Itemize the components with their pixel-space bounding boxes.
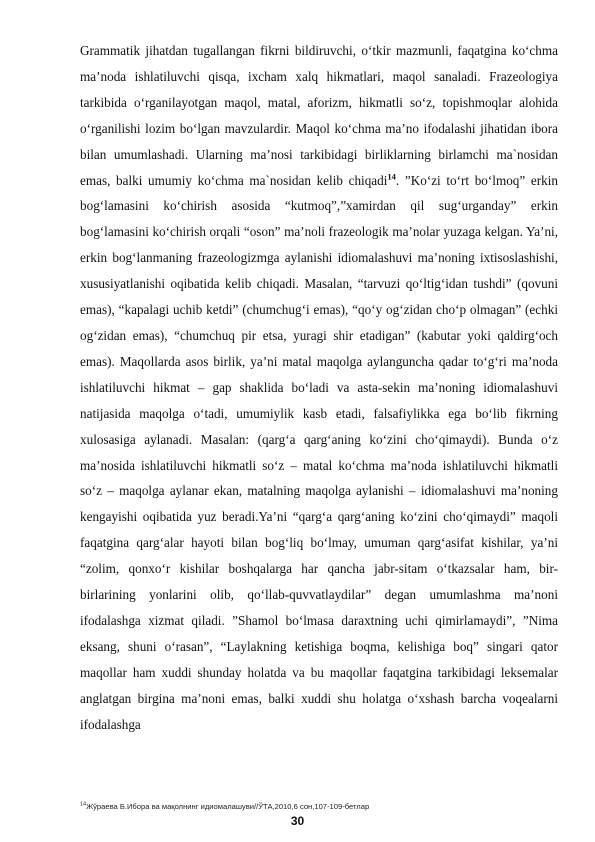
footnote-reference[interactable]: 14 [387, 171, 396, 182]
page-number: 30 [290, 814, 305, 828]
footnote [80, 802, 558, 811]
footnote-text: Жўраева Б.Ибора ва мақолнинг идиомалашуви//ЎТА,2010,6 сон,107-109-бетлар [86, 802, 370, 811]
paragraph-text-part-1: Grammatik jihatdan tugallangan fikrni bildiruvchi, o‘tkir mazmunli, faqatgina ko‘chma ma’noda ishlatiluvchi qisqa, ixcham xalq hikmatlari, maqol sanaladi. Frazeologiya tarkibida o‘rganilayotgan maqol, matal, aforizm, hikmatli so‘z, topishmoqlar alohida o‘rganilishi lozim bo‘lgan mavzulardir. Maqol ko‘chma ma’no ifodalashi jihatidan ibora bilan umumlashadi. Ularning ma’nosi tarkibidagi birliklarning birlamchi ma`nosidan emas, balki umumiy ko‘chma ma`nosidan kelib chiqadi [80, 43, 558, 188]
main-paragraph [80, 38, 558, 737]
paragraph-text-part-2: . ”Ko‘zi to‘rt bo‘lmoq” erkin bog‘lamasini ko‘chirish asosida “kutmoq”,”xamirdan qil sug‘urganday” erkin bog‘lamasini ko‘chirish orqali “oson” ma’noli frazeologik ma’nolar yuzaga kelgan. Ya’ni, erkin bog‘lanmaning frazeologizmga aylanishi idiomalashuvi ma’noning ixtisoslashishi, xususiyatlanishi oqibatida kelib chiqadi. Masalan, “tarvuzi qo‘ltig‘idan tushdi” (qovuni emas), “kapalagi uchib ketdi” (chumchug‘i emas), “qo‘y og‘zidan cho‘p olmagan” (echki og‘zidan emas), “chumchuq pir etsa, yuragi shir etadigan” (kabutar yoki qaldirg‘och emas). Maqollarda asos birlik, ya’ni matal maqolga aylanguncha qadar to‘g‘ri ma’noda ishlatiluvchi hikmat – gap shaklida bo‘ladi va asta-sekin ma’noning idiomalashuvi natijasida maqolga o‘tadi, umumiylik kasb etadi, falsafiylikka ega bo‘lib fikrning xulosasiga aylanadi. Masalan: (qarg‘a qarg‘aning ko‘zini cho‘qimaydi). Bunda o‘z ma’nosida ishlatiluvchi hikmatli so‘z – matal ko‘chma ma’noda ishlatiluvchi hikmatli so‘z – maqolga aylanar ekan, matalning maqolga aylanishi – idiomalashuvi ma’noning kengayishi oqibatida yuz beradi.Ya’ni “qarg‘a qarg‘aning ko‘zini cho‘qimaydi” maqoli faqatgina qarg‘alar hayoti bilan bog‘liq bo‘lmay, umuman qarg‘asifat kishilar, ya’ni “zolim, qonxo‘r kishilar boshqalarga har qancha jabr-sitam o‘tkazsalar ham, bir-birlarining yonlarini olib, qo‘llab-quvvatlaydilar” degan umumlashma ma’noni ifodalashga xizmat qiladi. ”Shamol bo‘lmasa daraxtning uchi qimirlamaydi”, ”Nima eksang, shuni o‘rasan”, “Laylakning ketishiga boqma, kelishiga boq” singari qator maqollar ham xuddi shunday holatda va bu maqollar faqatgina tarkibidagi leksemalar anglatgan birgina ma’noni emas, balki xuddi shu holatga o‘xshash barcha voqealarni ifodalashga [80, 172, 558, 732]
footnote-number: 14 [80, 801, 87, 808]
page-content [80, 38, 558, 737]
